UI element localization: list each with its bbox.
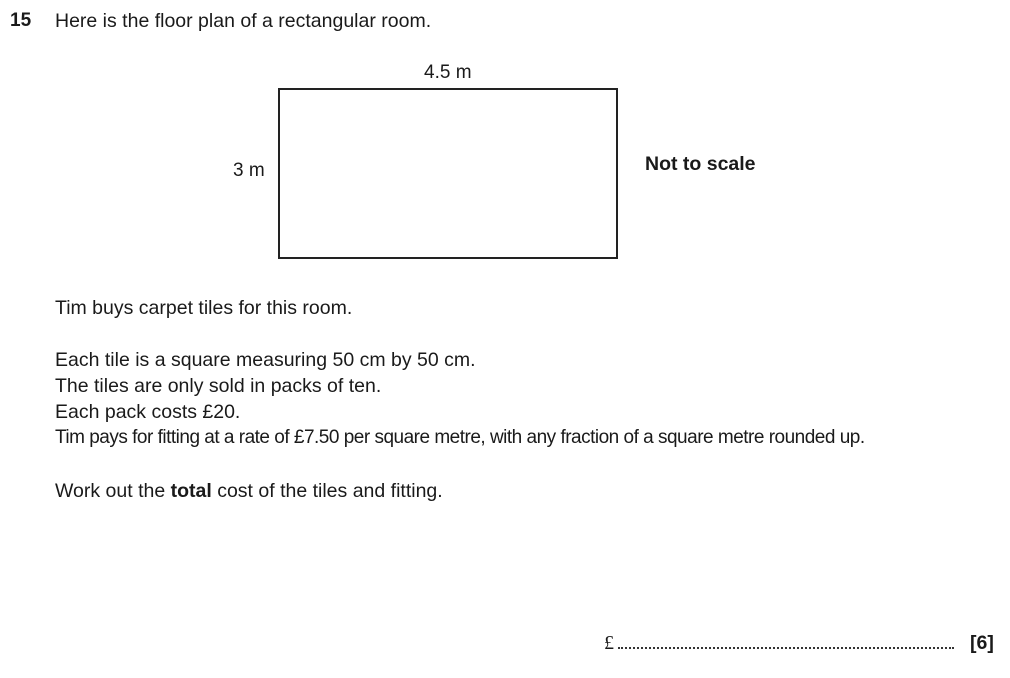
answer-field[interactable] bbox=[618, 635, 954, 649]
question-number: 15 bbox=[10, 10, 32, 31]
task-bold-word: total bbox=[170, 480, 212, 502]
body-line-3: The tiles are only sold in packs of ten. bbox=[55, 375, 382, 397]
body-line-4: Each pack costs £20. bbox=[55, 401, 241, 423]
body-line-5: Tim pays for fitting at a rate of £7.50 per square metre, with any fraction of a square metre rounded up. bbox=[55, 427, 865, 448]
width-label: 4.5 m bbox=[424, 62, 472, 83]
marks-label: [6] bbox=[970, 632, 994, 654]
body-line-2: Each tile is a square measuring 50 cm by 50 cm. bbox=[55, 349, 476, 371]
task-instruction bbox=[55, 480, 443, 503]
question-intro: Here is the floor plan of a rectangular room. bbox=[55, 10, 432, 32]
floor-plan-rectangle bbox=[278, 88, 618, 259]
height-label: 3 m bbox=[233, 160, 265, 181]
not-to-scale-note: Not to scale bbox=[645, 153, 756, 175]
answer-line bbox=[604, 632, 954, 655]
body-line-1: Tim buys carpet tiles for this room. bbox=[55, 297, 353, 319]
task-suffix: cost of the tiles and fitting. bbox=[211, 480, 443, 502]
task-prefix: Work out the bbox=[55, 480, 171, 502]
currency-symbol: £ bbox=[604, 632, 614, 654]
